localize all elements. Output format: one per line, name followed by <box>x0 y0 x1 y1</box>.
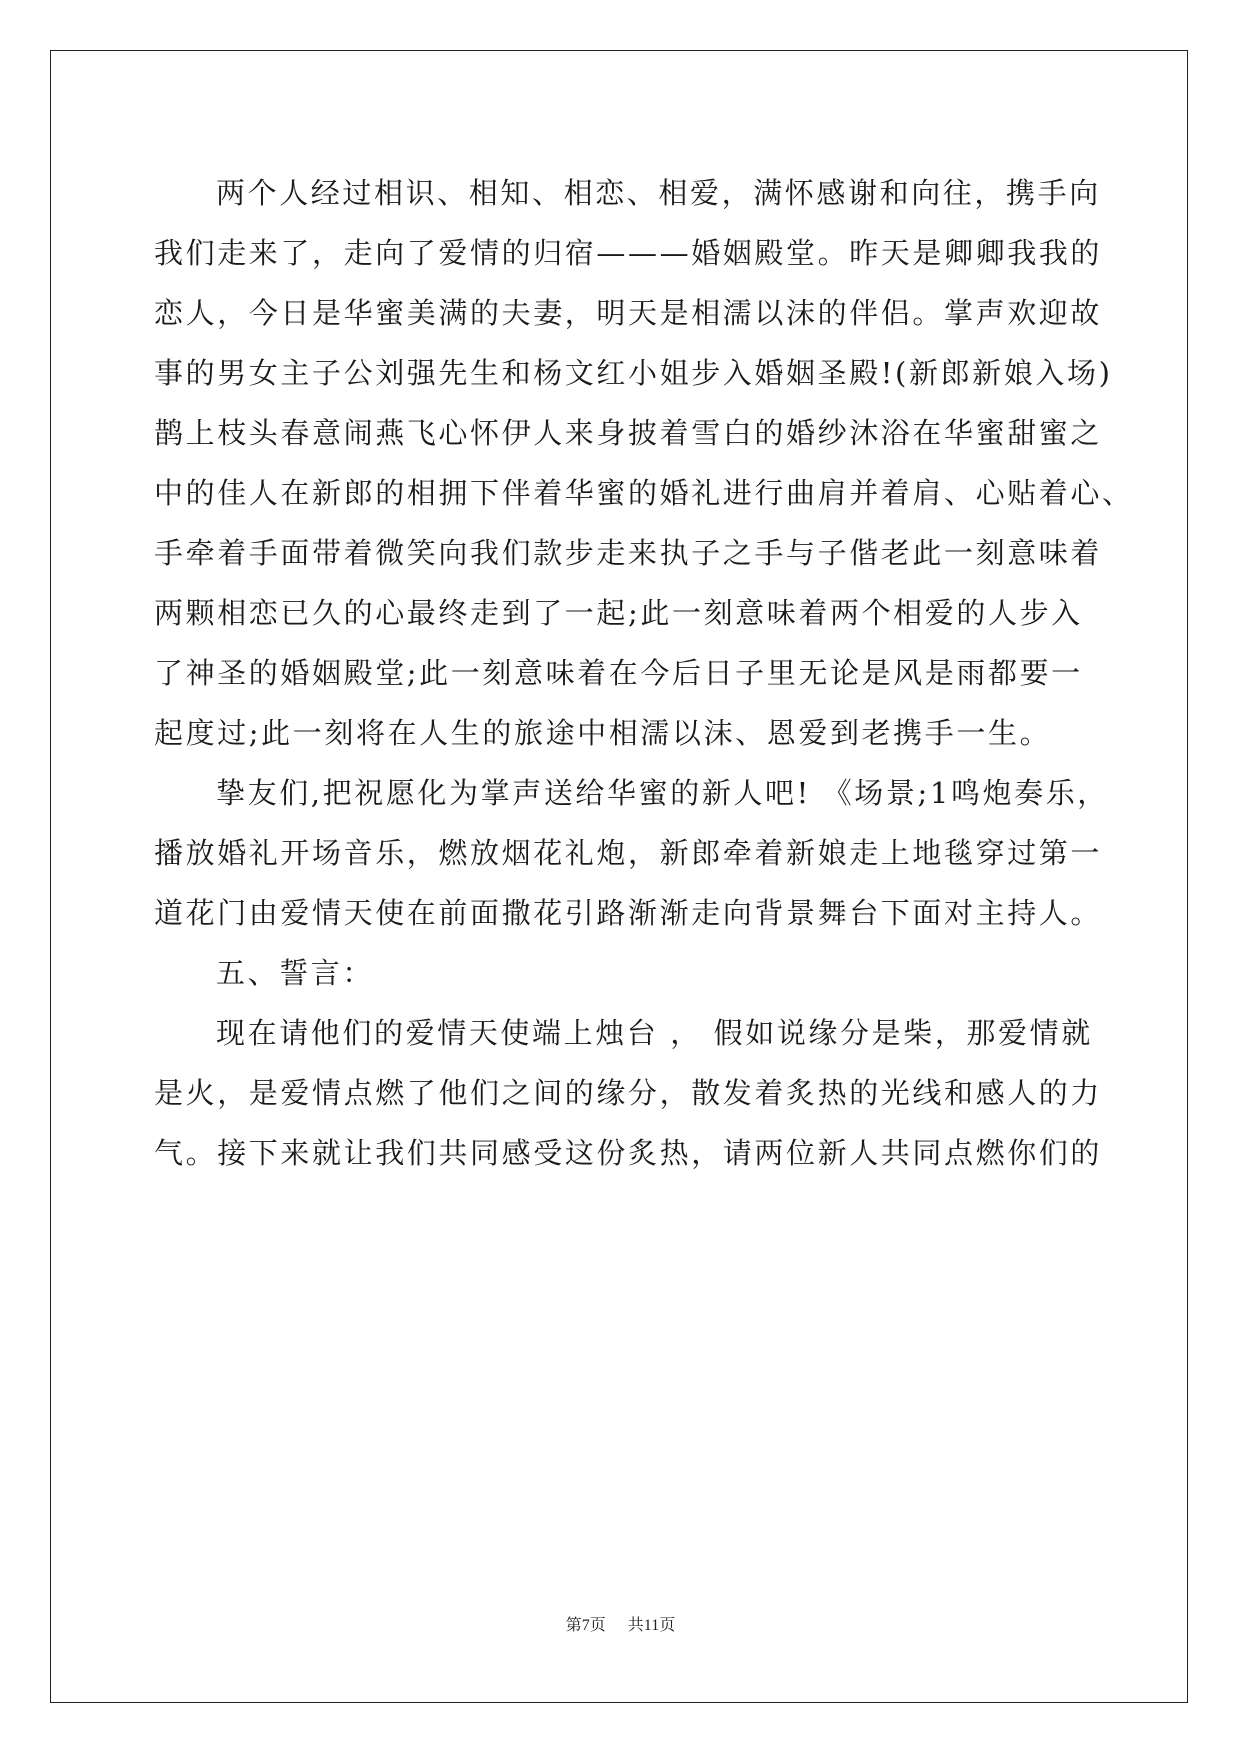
section-heading: 五、誓言： <box>216 956 375 990</box>
paragraph-line: 恋人，今日是华蜜美满的夫妻，明天是相濡以沫的伴侣。掌声欢迎故 <box>154 296 1103 330</box>
paragraph-line: 我们走来了，走向了爱情的归宿———婚姻殿堂。昨天是卿卿我我的 <box>154 236 1103 270</box>
paragraph-line: 中的佳人在新郎的相拥下伴着华蜜的婚礼进行曲肩并着肩、心贴着心、 <box>154 476 1134 510</box>
paragraph-line: 挚友们,把祝愿化为掌声送给华蜜的新人吧! 《场景;1鸣炮奏乐， <box>216 776 1109 810</box>
paragraph-line: 两颗相恋已久的心最终走到了一起;此一刻意味着两个相爱的人步入 <box>154 596 1083 630</box>
paragraph-line: 两个人经过相识、相知、相恋、相爱，满怀感谢和向往，携手向 <box>216 176 1101 210</box>
paragraph-line: 起度过;此一刻将在人生的旅途中相濡以沫、恩爱到老携手一生。 <box>154 716 1052 750</box>
paragraph-line: 是火，是爱情点燃了他们之间的缘分，散发着炙热的光线和感人的力 <box>154 1076 1103 1110</box>
page-number-current: 第7页 <box>565 1617 606 1634</box>
page-footer <box>0 1612 1241 1635</box>
paragraph-line: 事的男女主子公刘强先生和杨文红小姐步入婚姻圣殿!(新郎新娘入场) <box>154 356 1113 390</box>
paragraph-line: 鹊上枝头春意闹燕飞心怀伊人来身披着雪白的婚纱沐浴在华蜜甜蜜之 <box>154 416 1103 450</box>
paragraph-line: 手牵着手面带着微笑向我们款步走来执子之手与子偕老此一刻意味着 <box>154 536 1103 570</box>
paragraph-line: 了神圣的婚姻殿堂;此一刻意味着在今后日子里无论是风是雨都要一 <box>154 656 1083 690</box>
page-number-total: 共11页 <box>627 1617 676 1634</box>
paragraph-line: 播放婚礼开场音乐，燃放烟花礼炮，新郎牵着新娘走上地毯穿过第一 <box>154 836 1103 870</box>
paragraph-line: 气。接下来就让我们共同感受这份炙热，请两位新人共同点燃你们的 <box>154 1136 1103 1170</box>
document-body <box>154 163 1134 1183</box>
paragraph-line: 现在请他们的爱情天使端上烛台 ， 假如说缘分是柴，那爱情就 <box>216 1016 1093 1050</box>
paragraph-line: 道花门由爱情天使在前面撒花引路渐渐走向背景舞台下面对主持人。 <box>154 896 1103 930</box>
